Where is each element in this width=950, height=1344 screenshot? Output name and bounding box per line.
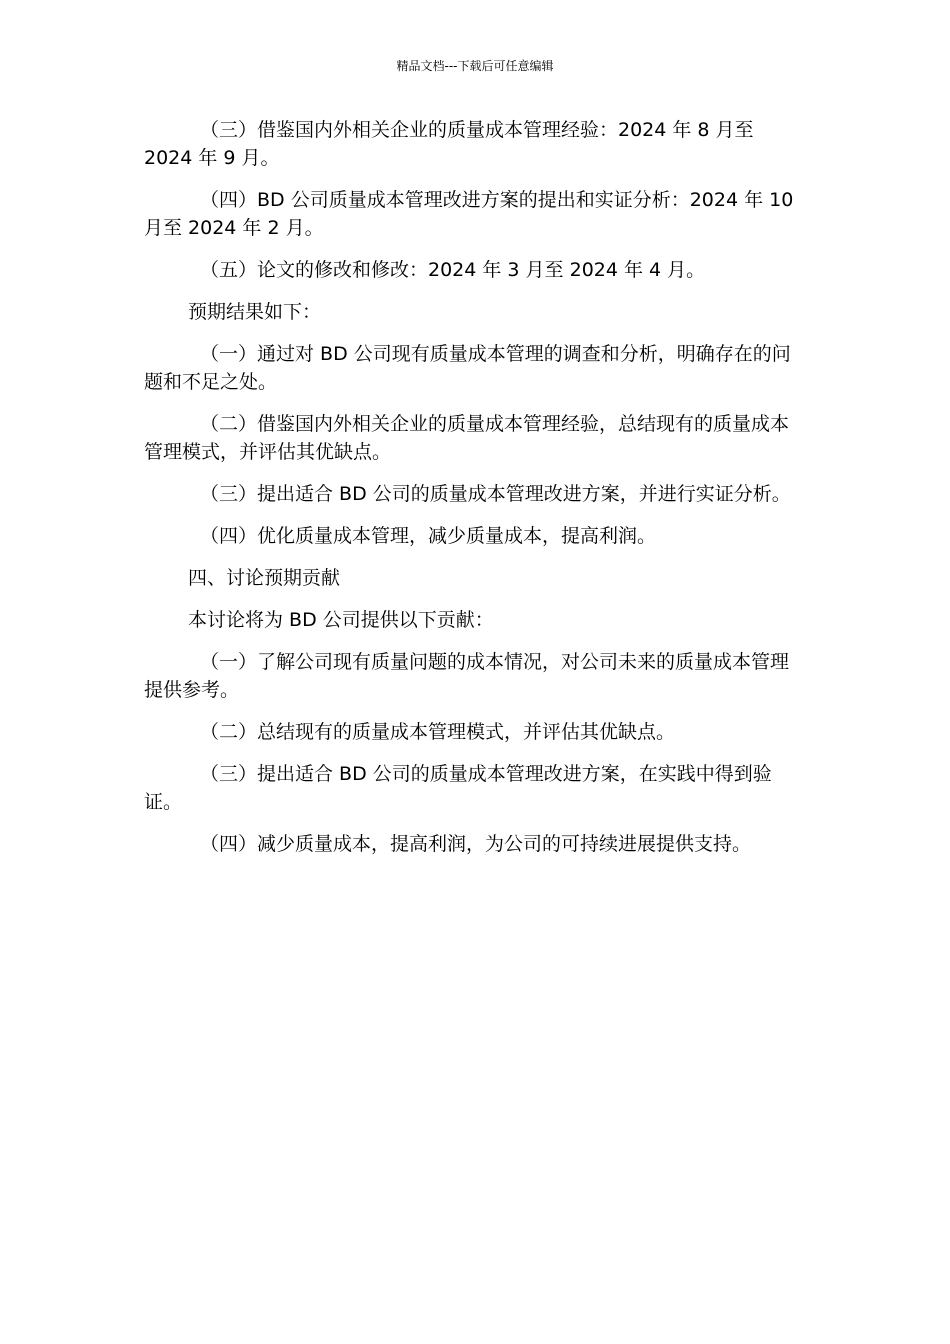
paragraph-schedule-3: （三）借鉴国内外相关企业的质量成本管理经验：2024 年 8 月至 2024 年 9 月。 [144,119,754,169]
paragraph-schedule-5: （五）论文的修改和修改：2024 年 3 月至 2024 年 4 月。 [200,259,706,281]
paragraph-result-2: （二）借鉴国内外相关企业的质量成本管理经验，总结现有的质量成本管理模式，并评估其优缺点。 [144,413,790,463]
paragraph-result-3: （三）提出适合 BD 公司的质量成本管理改进方案，并进行实证分析。 [200,483,791,505]
paragraph-contributions-intro: 本讨论将为 BD 公司提供以下贡献： [188,609,494,631]
paragraph-result-1: （一）通过对 BD 公司现有质量成本管理的调查和分析，明确存在的问题和不足之处。 [144,343,791,393]
paragraph-schedule-4: （四）BD 公司质量成本管理改进方案的提出和实证分析：2024 年 10 月至 2024 年 2 月。 [144,189,794,239]
document-body [144,116,804,872]
paragraph-contribution-3: （三）提出适合 BD 公司的质量成本管理改进方案，在实践中得到验证。 [144,763,772,813]
paragraph-contribution-1: （一）了解公司现有质量问题的成本情况，对公司未来的质量成本管理提供参考。 [144,651,790,701]
page-header: 精品文档---下载后可任意编辑 [396,59,554,73]
paragraph-contribution-4: （四）减少质量成本，提高利润，为公司的可持续进展提供支持。 [200,833,752,855]
section-heading-contributions: 四、讨论预期贡献 [188,567,341,589]
paragraph-result-4: （四）优化质量成本管理，减少质量成本，提高利润。 [200,525,657,547]
paragraph-contribution-2: （二）总结现有的质量成本管理模式，并评估其优缺点。 [200,721,676,743]
paragraph-expected-results-heading: 预期结果如下： [188,301,322,323]
